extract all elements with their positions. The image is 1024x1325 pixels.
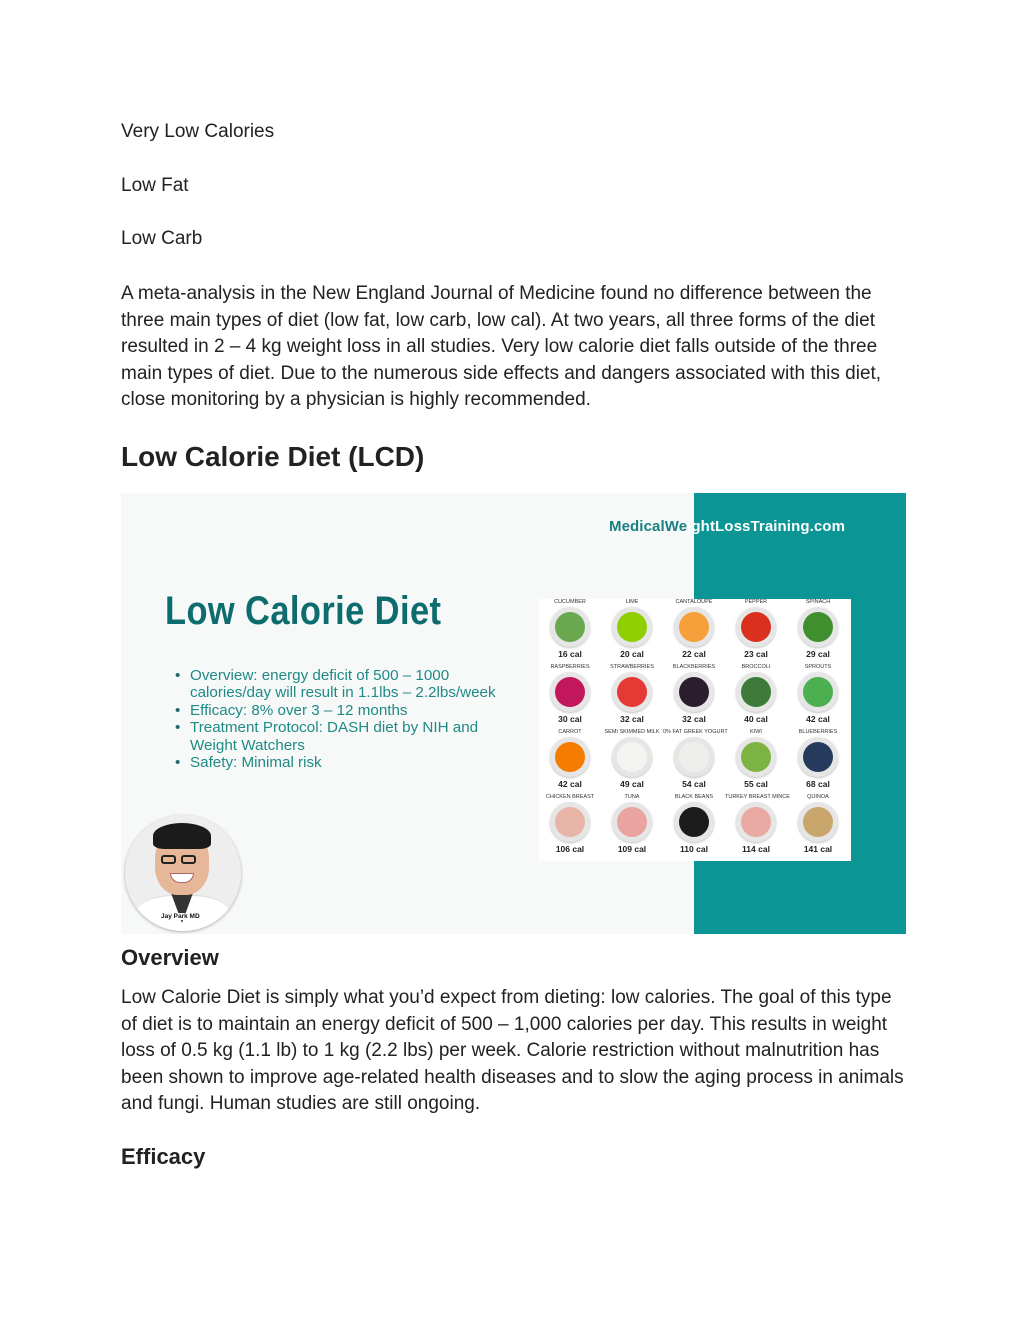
diet-type-low-fat: Low Fat xyxy=(121,175,189,196)
infographic-title: Low Calorie Diet xyxy=(165,589,442,633)
food-item xyxy=(601,729,663,794)
food-image xyxy=(741,612,771,642)
food-calories: 23 cal xyxy=(744,649,768,659)
food-name: STRAWBERRIES xyxy=(610,664,654,670)
bullet-treatment-protocol: • Treatment Protocol: DASH diet by NIH and Weight Watchers xyxy=(173,719,513,754)
intro-paragraph: A meta-analysis in the New England Journal of Medicine found no difference between the three main types of diet (low fat, low carb, low cal). At two years, all three forms of the diet resulted in 2 – 4 kg weight loss in all studies. Very low calorie diet falls outside of the three main types of diet. Due to the numerous side effects and dangers associated with this diet, close monitoring by a physician is highly recommended. xyxy=(121,283,882,410)
food-image xyxy=(679,677,709,707)
food-item xyxy=(787,599,849,664)
food-calories: 29 cal xyxy=(806,649,830,659)
efficacy-heading: Efficacy xyxy=(121,1144,206,1169)
food-name: SPINACH xyxy=(805,599,831,605)
food-plate xyxy=(550,672,590,712)
food-calories: 49 cal xyxy=(620,779,644,789)
food-calorie-grid xyxy=(539,599,851,861)
avatar-hair xyxy=(153,823,211,849)
avatar-glasses-left xyxy=(161,855,176,864)
food-name: CANTALOUPE xyxy=(675,599,713,605)
food-image xyxy=(679,807,709,837)
food-name: SEMI SKIMMED MILK xyxy=(604,729,660,735)
food-plate xyxy=(798,802,838,842)
food-calories: 30 cal xyxy=(558,714,582,724)
food-calories: 22 cal xyxy=(682,649,706,659)
food-plate xyxy=(736,802,776,842)
food-plate xyxy=(674,672,714,712)
food-item xyxy=(663,794,725,859)
food-plate xyxy=(736,672,776,712)
food-name: 0% FAT GREEK YOGURT xyxy=(663,729,728,735)
food-calories: 109 cal xyxy=(617,844,647,854)
food-image xyxy=(555,612,585,642)
food-plate xyxy=(674,737,714,777)
food-plate xyxy=(736,607,776,647)
food-image xyxy=(617,677,647,707)
food-calories: 20 cal xyxy=(620,649,644,659)
food-item xyxy=(539,599,601,664)
food-calories: 114 cal xyxy=(742,844,770,854)
food-plate xyxy=(736,737,776,777)
food-image xyxy=(555,807,585,837)
food-plate xyxy=(612,607,652,647)
food-item xyxy=(725,794,790,859)
food-item xyxy=(663,664,725,729)
food-calories: 55 cal xyxy=(744,779,768,789)
food-plate xyxy=(550,737,590,777)
low-calorie-diet-infographic xyxy=(121,493,906,934)
food-image xyxy=(617,742,647,772)
food-name: QUINOA xyxy=(807,794,829,800)
food-item xyxy=(601,664,663,729)
bullet-safety: • Safety: Minimal risk xyxy=(173,754,513,771)
food-calories: 16 cal xyxy=(558,649,582,659)
food-plate xyxy=(798,672,838,712)
food-image xyxy=(617,612,647,642)
diet-type-low-carb: Low Carb xyxy=(121,228,203,249)
food-name: SPROUTS xyxy=(804,664,832,670)
food-name: CARROT xyxy=(558,729,582,735)
site-text-part1: MedicalWe xyxy=(609,518,688,535)
author-badge: Jay Park MD xyxy=(161,913,200,920)
food-image xyxy=(803,742,833,772)
section-heading-lcd: Low Calorie Diet (LCD) xyxy=(121,441,425,472)
food-item xyxy=(601,599,663,664)
bullet-overview: • Overview: energy deficit of 500 – 1000 calories/day will result in 1.1lbs – 2.2lbs/week xyxy=(173,667,513,702)
food-calories: 106 cal xyxy=(555,844,585,854)
food-name: BLACK BEANS xyxy=(674,794,714,800)
site-watermark xyxy=(609,518,845,535)
food-calories: 32 cal xyxy=(620,714,644,724)
food-item xyxy=(725,599,787,664)
food-calories: 141 cal xyxy=(803,844,833,854)
bullet-efficacy: • Efficacy: 8% over 3 – 12 months xyxy=(173,702,513,719)
food-item xyxy=(601,794,663,859)
food-item xyxy=(725,729,787,794)
food-name: CHICKEN BREAST xyxy=(545,794,595,800)
food-image xyxy=(617,807,647,837)
food-item xyxy=(539,729,601,794)
infographic-bullets xyxy=(173,667,513,771)
food-name: KIWI xyxy=(750,729,762,735)
food-calories: 42 cal xyxy=(806,714,830,724)
food-calories: 40 cal xyxy=(744,714,768,724)
food-image xyxy=(803,677,833,707)
food-item xyxy=(663,599,725,664)
food-plate xyxy=(798,737,838,777)
food-image xyxy=(679,742,709,772)
food-name: TURKEY BREAST MINCE xyxy=(725,794,790,800)
author-avatar xyxy=(125,815,241,931)
food-plate xyxy=(612,672,652,712)
food-item xyxy=(787,794,849,859)
food-plate xyxy=(674,607,714,647)
food-name: BLUEBERRIES xyxy=(798,729,838,735)
food-item xyxy=(787,664,849,729)
food-name: RASPBERRIES xyxy=(550,664,590,670)
food-plate xyxy=(612,737,652,777)
food-image xyxy=(555,677,585,707)
food-calories: 68 cal xyxy=(806,779,830,789)
food-calories: 42 cal xyxy=(558,779,582,789)
food-plate xyxy=(550,607,590,647)
food-name: TUNA xyxy=(624,794,640,800)
food-calories: 110 cal xyxy=(680,844,708,854)
food-calories: 54 cal xyxy=(682,779,706,789)
food-plate xyxy=(550,802,590,842)
food-name: BROCCOLI xyxy=(741,664,771,670)
food-name: PEPPER xyxy=(744,599,768,605)
avatar-glasses-right xyxy=(181,855,196,864)
food-item xyxy=(539,794,601,859)
food-calories: 32 cal xyxy=(682,714,706,724)
food-image xyxy=(803,612,833,642)
food-image xyxy=(741,807,771,837)
food-image xyxy=(679,612,709,642)
overview-heading: Overview xyxy=(121,945,219,970)
food-plate xyxy=(674,802,714,842)
food-image xyxy=(803,807,833,837)
food-name: CUCUMBER xyxy=(554,599,586,605)
food-image xyxy=(741,742,771,772)
food-plate xyxy=(612,802,652,842)
site-text-part2: ightLossTraining.com xyxy=(687,518,846,535)
food-plate xyxy=(798,607,838,647)
food-name: LIME xyxy=(625,599,639,605)
food-item xyxy=(787,729,849,794)
food-name: BLACKBERRIES xyxy=(672,664,716,670)
food-item xyxy=(663,729,728,794)
overview-paragraph: Low Calorie Diet is simply what you’d expect from dieting: low calories. The goal of this type of diet is to maintain an energy deficit of 500 – 1,000 calories per day. This results in weight loss of 0.5 kg (1.1 lb) to 1 kg (2.2 lbs) per week. Calorie restriction without malnutrition has been shown to improve age-related health diseases and to slow the aging process in animals and fungi. Human studies are still ongoing. xyxy=(121,987,904,1114)
food-item xyxy=(725,664,787,729)
food-item xyxy=(539,664,601,729)
food-image xyxy=(741,677,771,707)
diet-type-very-low-calories: Very Low Calories xyxy=(121,121,275,142)
food-image xyxy=(555,742,585,772)
